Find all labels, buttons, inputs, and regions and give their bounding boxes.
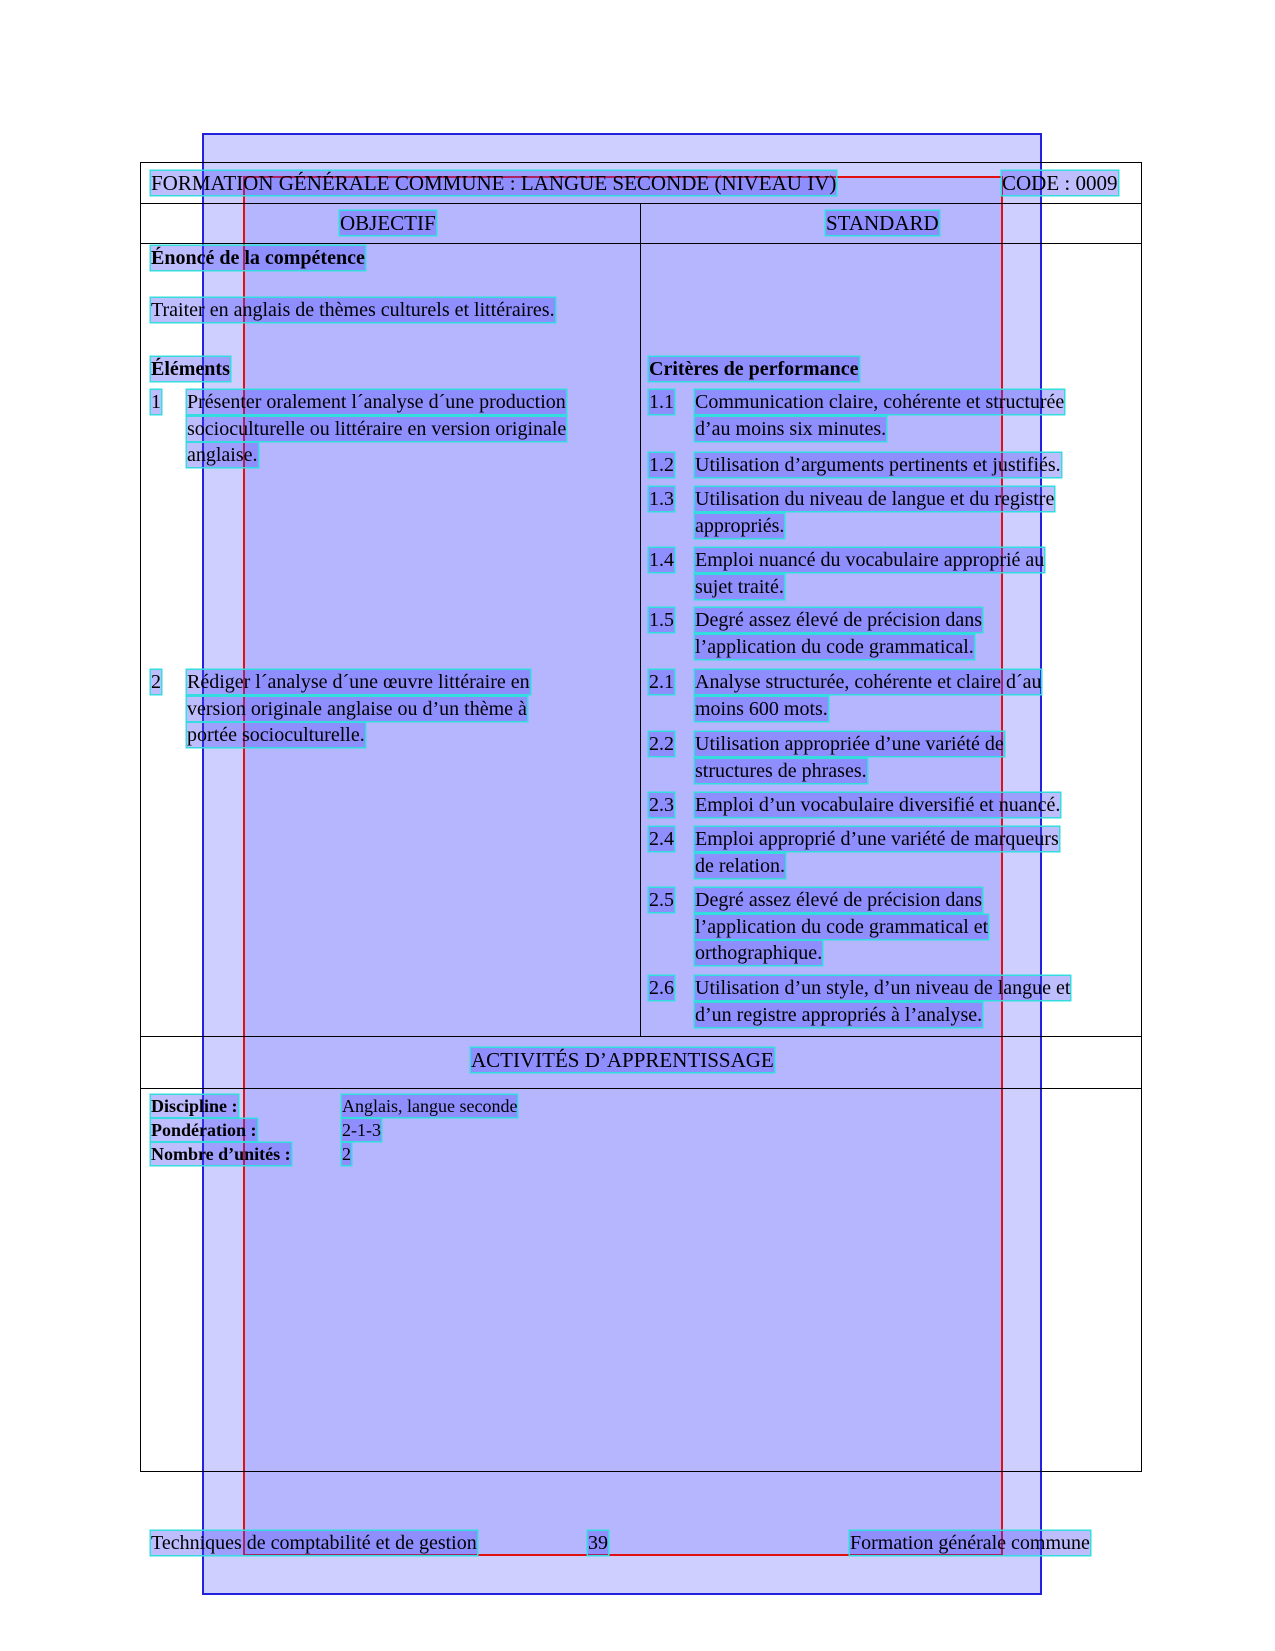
criteria-item-text-line: Utilisation d’arguments pertinents et justifiés. bbox=[695, 454, 1061, 476]
criteria-item-text-line: l’application du code grammatical. bbox=[695, 635, 974, 658]
criteria-item-text-line: Degré assez élevé de précision dans bbox=[695, 889, 983, 911]
criteria-item-text-line: Communication claire, cohérente et structurée bbox=[695, 391, 1065, 413]
criteria-item-text-line: d’un registre appropriés à l’analyse. bbox=[695, 1003, 983, 1026]
ponderation-label: Pondération : bbox=[151, 1120, 257, 1140]
criteria-item-text-line: Utilisation appropriée d’une variété de bbox=[695, 733, 1004, 755]
criteria-item-text-line: structures de phrases. bbox=[695, 759, 867, 782]
criteria-item-text-line: Emploi approprié d’une variété de marqueurs bbox=[695, 828, 1059, 850]
footer-section: Formation générale commune bbox=[850, 1532, 1090, 1554]
element-item-number: 2 bbox=[151, 671, 161, 693]
document-table bbox=[140, 162, 1142, 1472]
objectif-header: OBJECTIF bbox=[340, 211, 436, 235]
unites-label: Nombre d’unités : bbox=[151, 1144, 291, 1164]
criteria-item-number: 2.2 bbox=[649, 733, 674, 755]
criteria-item-text-line: Utilisation d’un style, d’un niveau de langue et bbox=[695, 977, 1071, 999]
criteria-item-text-line: Degré assez élevé de précision dans bbox=[695, 609, 983, 631]
form-title: FORMATION GÉNÉRALE COMMUNE : LANGUE SECONDE (NIVEAU IV) bbox=[151, 171, 837, 195]
criteria-item-number: 2.3 bbox=[649, 794, 674, 816]
criteria-item-number: 1.5 bbox=[649, 609, 674, 631]
criteria-item-number: 2.6 bbox=[649, 977, 674, 999]
element-item-text-line: Rédiger l´analyse d´une œuvre littéraire en bbox=[187, 671, 530, 693]
criteria-item-number: 2.5 bbox=[649, 889, 674, 911]
form-code: CODE : 0009 bbox=[1002, 171, 1118, 195]
elements-heading: Éléments bbox=[151, 358, 230, 380]
discipline-value: Anglais, langue seconde bbox=[342, 1096, 518, 1116]
criteria-item-text-line: moins 600 mots. bbox=[695, 697, 828, 720]
standard-header: STANDARD bbox=[826, 211, 939, 235]
ponderation-value: 2-1-3 bbox=[342, 1120, 381, 1140]
column-divider bbox=[640, 203, 641, 1036]
element-item-text-line: socioculturelle ou littéraire en version originale bbox=[187, 417, 567, 440]
competence-text: Traiter en anglais de thèmes culturels et littéraires. bbox=[151, 299, 555, 321]
criteria-item-number: 1.1 bbox=[649, 391, 674, 413]
element-item-text-line: portée socioculturelle. bbox=[187, 724, 365, 746]
unites-value: 2 bbox=[342, 1144, 351, 1164]
criteria-item-number: 1.4 bbox=[649, 549, 674, 571]
criteria-item-text-line: l’application du code grammatical et bbox=[695, 915, 989, 938]
footer-program: Techniques de comptabilité et de gestion bbox=[151, 1532, 477, 1554]
criteria-item-text-line: sujet traité. bbox=[695, 575, 784, 598]
footer-page-number: 39 bbox=[588, 1532, 608, 1554]
element-item-number: 1 bbox=[151, 391, 161, 413]
element-item-text-line: version originale anglaise ou d’un thème à bbox=[187, 697, 527, 720]
criteria-item-text-line: Emploi nuancé du vocabulaire approprié au bbox=[695, 549, 1045, 571]
rule-header bbox=[140, 203, 1142, 204]
element-item-text-line: Présenter oralement l´analyse d´une production bbox=[187, 391, 566, 413]
criteria-item-number: 1.2 bbox=[649, 454, 674, 476]
criteria-item-text-line: appropriés. bbox=[695, 514, 785, 537]
criteria-item-text-line: orthographique. bbox=[695, 942, 823, 964]
discipline-label: Discipline : bbox=[151, 1096, 238, 1116]
criteria-item-text-line: de relation. bbox=[695, 854, 785, 877]
rule-activities-bottom bbox=[140, 1088, 1142, 1089]
criteria-item-text-line: Emploi d’un vocabulaire diversifié et nuancé. bbox=[695, 794, 1061, 816]
criteria-item-text-line: d’au moins six minutes. bbox=[695, 417, 887, 440]
criteria-heading: Critères de performance bbox=[649, 358, 859, 380]
criteria-item-number: 2.1 bbox=[649, 671, 674, 693]
criteria-item-text-line: Utilisation du niveau de langue et du registre bbox=[695, 488, 1055, 510]
criteria-item-number: 2.4 bbox=[649, 828, 674, 850]
criteria-item-number: 1.3 bbox=[649, 488, 674, 510]
competence-heading: Énoncé de la compétence bbox=[151, 247, 365, 269]
criteria-item-text-line: Analyse structurée, cohérente et claire d´au bbox=[695, 671, 1042, 693]
element-item-text-line: anglaise. bbox=[187, 444, 258, 466]
activities-title: ACTIVITÉS D’APPRENTISSAGE bbox=[471, 1048, 774, 1072]
rule-columns bbox=[140, 243, 1142, 244]
rule-activities-top bbox=[140, 1036, 1142, 1037]
